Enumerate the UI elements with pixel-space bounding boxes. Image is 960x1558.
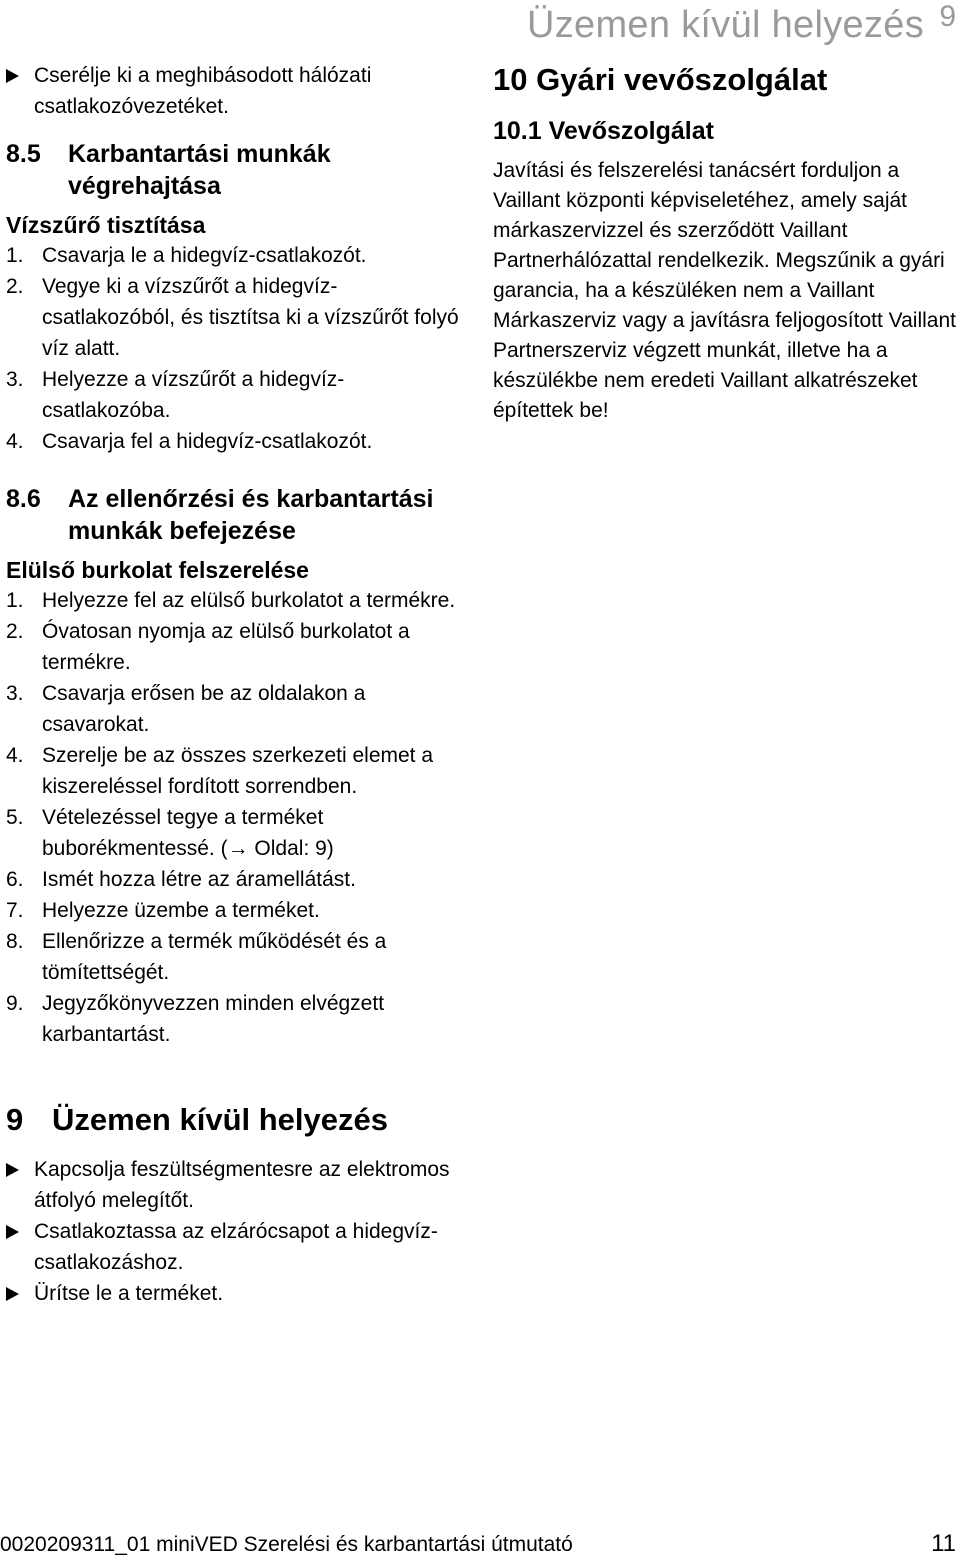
section-title: Az ellenőrzési és karbantartási munkák befejezése bbox=[68, 485, 434, 545]
bullet-text: Csatlakoztassa az elzárócsapot a hidegvíz-csatlakozáshoz. bbox=[34, 1220, 438, 1274]
list-item bbox=[6, 740, 466, 802]
bullet-text: Ürítse le a terméket. bbox=[34, 1282, 224, 1305]
subheading-water-filter: Vízszűrő tisztítása bbox=[6, 212, 206, 238]
step-number: 5. bbox=[6, 806, 24, 829]
step-number: 4. bbox=[6, 744, 24, 767]
list-item bbox=[6, 678, 466, 740]
section-8-6-heading bbox=[6, 483, 466, 547]
step-number: 1. bbox=[6, 589, 24, 612]
section-title: Üzemen kívül helyezés bbox=[52, 1102, 388, 1137]
section-number: 8.6 bbox=[6, 485, 41, 513]
bullet-text: Kapcsolja feszültségmentesre az elektromos átfolyó melegítőt. bbox=[34, 1158, 450, 1212]
right-column bbox=[493, 60, 960, 426]
running-header-title: Üzemen kívül helyezés bbox=[526, 4, 924, 46]
step-text: Ismét hozza létre az áramellátást. bbox=[42, 868, 356, 891]
step-text: Helyezze a vízszűrőt a hidegvíz-csatlakozóba. bbox=[42, 368, 345, 422]
triangle-bullet-icon bbox=[6, 1225, 19, 1239]
step-number: 3. bbox=[6, 682, 24, 705]
left-column bbox=[6, 60, 466, 1309]
footer-page-number: 11 bbox=[931, 1530, 956, 1557]
section-8-6-steps bbox=[6, 585, 466, 1050]
list-item bbox=[6, 616, 466, 678]
step-text: Óvatosan nyomja az elülső burkolatot a termékre. bbox=[42, 620, 410, 674]
step-text: Csavarja le a hidegvíz-csatlakozót. bbox=[42, 244, 367, 267]
step-number: 4. bbox=[6, 430, 24, 453]
step-text: Csavarja fel a hidegvíz-csatlakozót. bbox=[42, 430, 373, 453]
section-8-5-heading bbox=[6, 138, 466, 202]
section-10-1-heading: 10.1 Vevőszolgálat bbox=[493, 117, 714, 145]
footer-document-title: 0020209311_01 miniVED Szerelési és karbantartási útmutató bbox=[0, 1533, 573, 1556]
list-item bbox=[6, 802, 466, 864]
list-item bbox=[6, 426, 466, 457]
intro-bullet bbox=[6, 60, 466, 122]
section-10-heading: 10 Gyári vevőszolgálat bbox=[493, 62, 828, 97]
section-number: 9 bbox=[6, 1102, 24, 1137]
intro-bullet-text: Cserélje ki a meghibásodott hálózati csatlakozóvezetéket. bbox=[34, 64, 372, 118]
step-number: 2. bbox=[6, 275, 24, 298]
list-item bbox=[6, 988, 466, 1050]
step-text: Csavarja erősen be az oldalakon a csavarokat. bbox=[42, 682, 366, 736]
list-item bbox=[6, 1216, 466, 1278]
subheading-front-cover: Elülső burkolat felszerelése bbox=[6, 557, 309, 583]
step-number: 7. bbox=[6, 899, 24, 922]
section-9-heading bbox=[6, 1100, 466, 1140]
section-9-bullets bbox=[6, 1154, 466, 1309]
step-number: 2. bbox=[6, 620, 24, 643]
list-item bbox=[6, 240, 466, 271]
list-item bbox=[6, 1154, 466, 1216]
step-text: Szerelje be az összes szerkezeti elemet a kiszereléssel fordított sorrendben. bbox=[42, 744, 434, 798]
list-item bbox=[6, 895, 466, 926]
step-number: 3. bbox=[6, 368, 24, 391]
step-text: Helyezze fel az elülső burkolatot a termékre. bbox=[42, 589, 456, 612]
triangle-bullet-icon bbox=[6, 1287, 19, 1301]
list-item bbox=[6, 926, 466, 988]
step-text: Ellenőrizze a termék működését és a tömítettségét. bbox=[42, 930, 387, 984]
list-item bbox=[6, 864, 466, 895]
triangle-bullet-icon bbox=[6, 1163, 19, 1177]
triangle-bullet-icon bbox=[6, 69, 19, 83]
step-text: Jegyzőkönyvezzen minden elvégzett karbantartást. bbox=[42, 992, 385, 1046]
step-text: Helyezze üzembe a terméket. bbox=[42, 899, 320, 922]
step-number: 1. bbox=[6, 244, 24, 267]
step-text: Vételezéssel tegye a terméket buborékmentessé. (→ Oldal: 9) bbox=[42, 806, 334, 860]
section-title: Karbantartási munkák végrehajtása bbox=[68, 140, 331, 200]
list-item bbox=[6, 585, 466, 616]
step-number: 8. bbox=[6, 930, 24, 953]
running-header-section-number: 9 bbox=[939, 0, 956, 33]
section-number: 8.5 bbox=[6, 140, 41, 168]
section-10-1-text: Javítási és felszerelési tanácsért forduljon a Vaillant központi képviseletéhez, amely saját márkaszervizzel és szerződött Vaillant Partnerhálózattal rendelkezik. Megszűnik a gyári garancia, ha a készüléken nem a Vaillant Márkaszerviz vagy a javításra feljogosított Vaillant Partnerszerviz végzett munkát, illetve ha a készülékbe nem eredeti Vaillant alkatrészeket építettek be! bbox=[493, 159, 956, 422]
step-number: 9. bbox=[6, 992, 24, 1015]
list-item bbox=[6, 271, 466, 364]
section-8-5-steps bbox=[6, 240, 466, 457]
step-number: 6. bbox=[6, 868, 24, 891]
step-text: Vegye ki a vízszűrőt a hidegvíz-csatlakozóból, és tisztítsa ki a vízszűrőt folyó víz alatt. bbox=[42, 275, 459, 360]
list-item bbox=[6, 364, 466, 426]
list-item bbox=[6, 1278, 466, 1309]
